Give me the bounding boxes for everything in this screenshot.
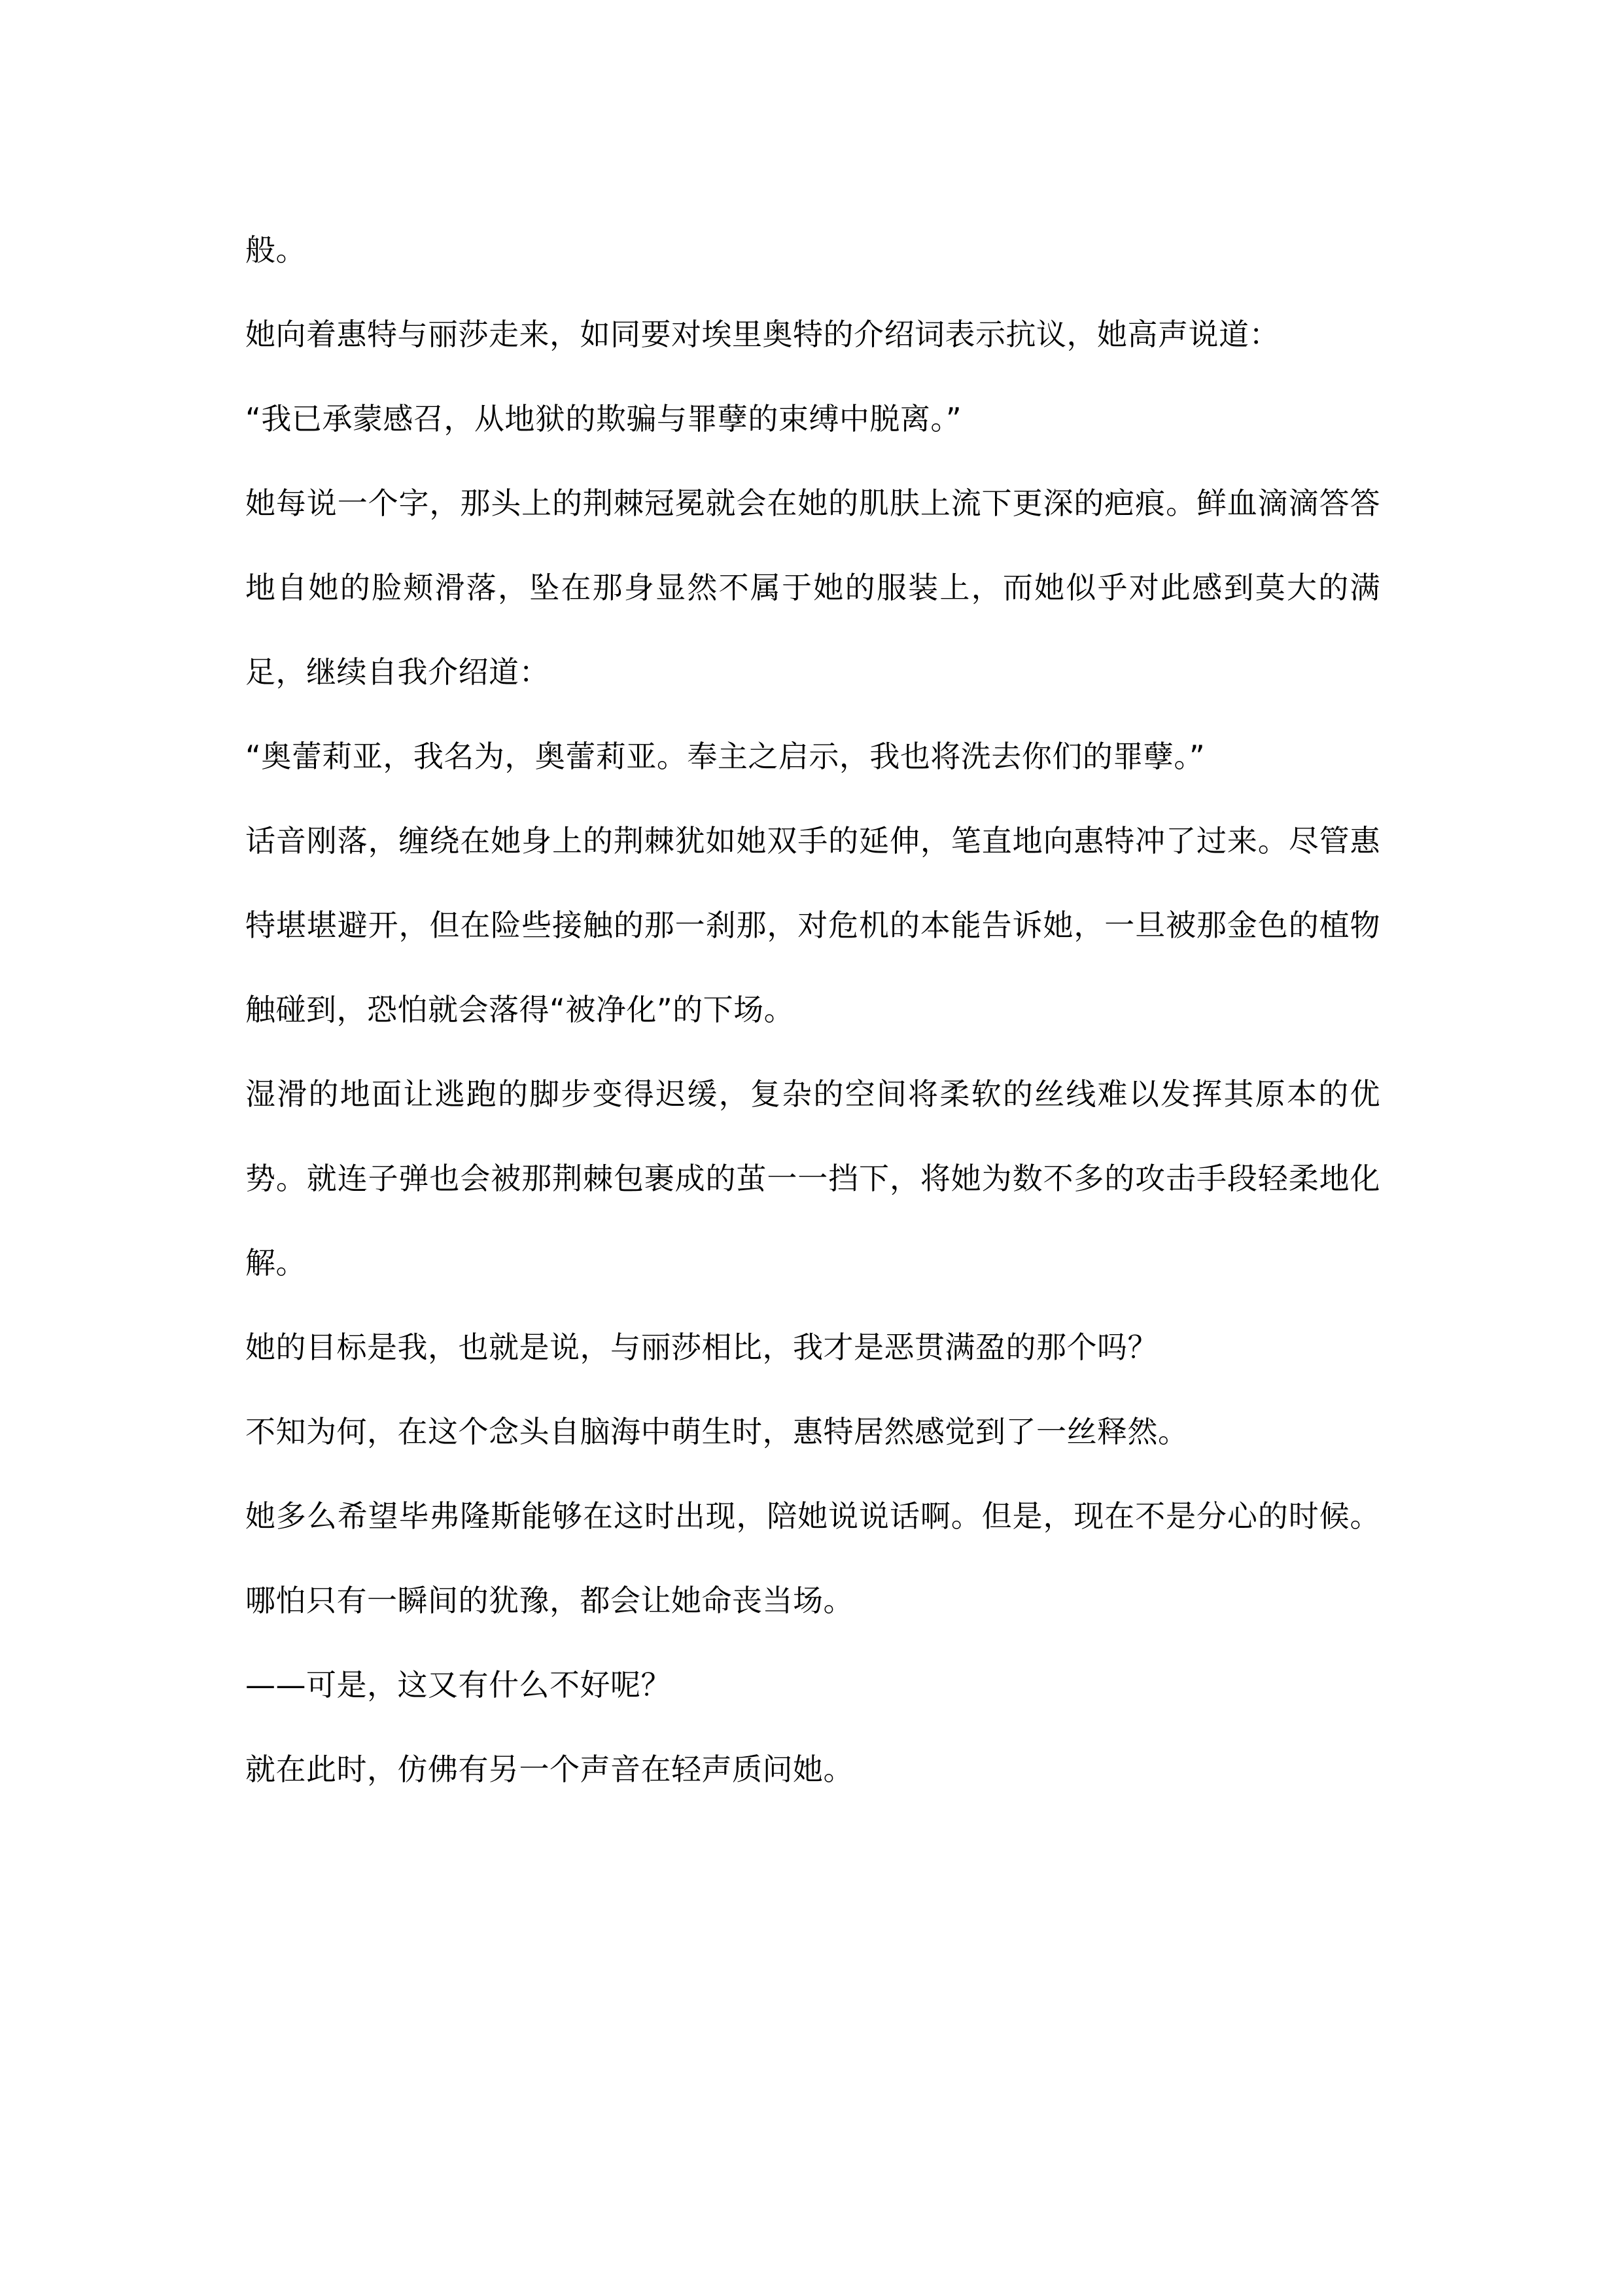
paragraph: 湿滑的地面让逃跑的脚步变得迟缓，复杂的空间将柔软的丝线难以发挥其原本的优势。就连子弹也会被那荆棘包裹成的茧一一挡下，将她为数不多的攻击手段轻柔地化解。 (245, 1076, 1380, 1280)
paragraph: ——可是，这又有什么不好呢？ (245, 1667, 671, 1703)
paragraph: “奥蕾莉亚，我名为，奥蕾莉亚。奉主之启示，我也将洗去你们的罪孽。” (245, 739, 1206, 774)
paragraph: 她向着惠特与丽莎走来，如同要对埃里奥特的介绍词表示抗议，她高声说道： (245, 317, 1280, 352)
paragraph: 般。 (245, 232, 306, 268)
paragraph: 她的目标是我，也就是说，与丽莎相比，我才是恶贯满盈的那个吗？ (245, 1330, 1158, 1365)
paragraph: 话音刚落，缠绕在她身上的荆棘犹如她双手的延伸，笔直地向惠特冲了过来。尽管惠特堪堪避开，但在险些接触的那一刹那，对危机的本能告诉她，一旦被那金色的植物触碰到，恐怕就会落得“被净化”的下场。 (245, 823, 1380, 1027)
body-text (245, 208, 1380, 1812)
paragraph: 就在此时，仿佛有另一个声音在轻声质问她。 (245, 1752, 854, 1787)
paragraph: 她多么希望毕弗隆斯能够在这时出现，陪她说说话啊。但是，现在不是分心的时候。哪怕只有一瞬间的犹豫，都会让她命丧当场。 (245, 1498, 1380, 1618)
paragraph: “我已承蒙感召，从地狱的欺骗与罪孽的束缚中脱离。” (245, 401, 962, 436)
paragraph: 不知为何，在这个念头自脑海中萌生时，惠特居然感觉到了一丝释然。 (245, 1414, 1189, 1449)
paragraph: 她每说一个字，那头上的荆棘冠冕就会在她的肌肤上流下更深的疤痕。鲜血滴滴答答地自她的脸颊滑落，坠在那身显然不属于她的服装上，而她似乎对此感到莫大的满足，继续自我介绍道： (245, 486, 1380, 690)
